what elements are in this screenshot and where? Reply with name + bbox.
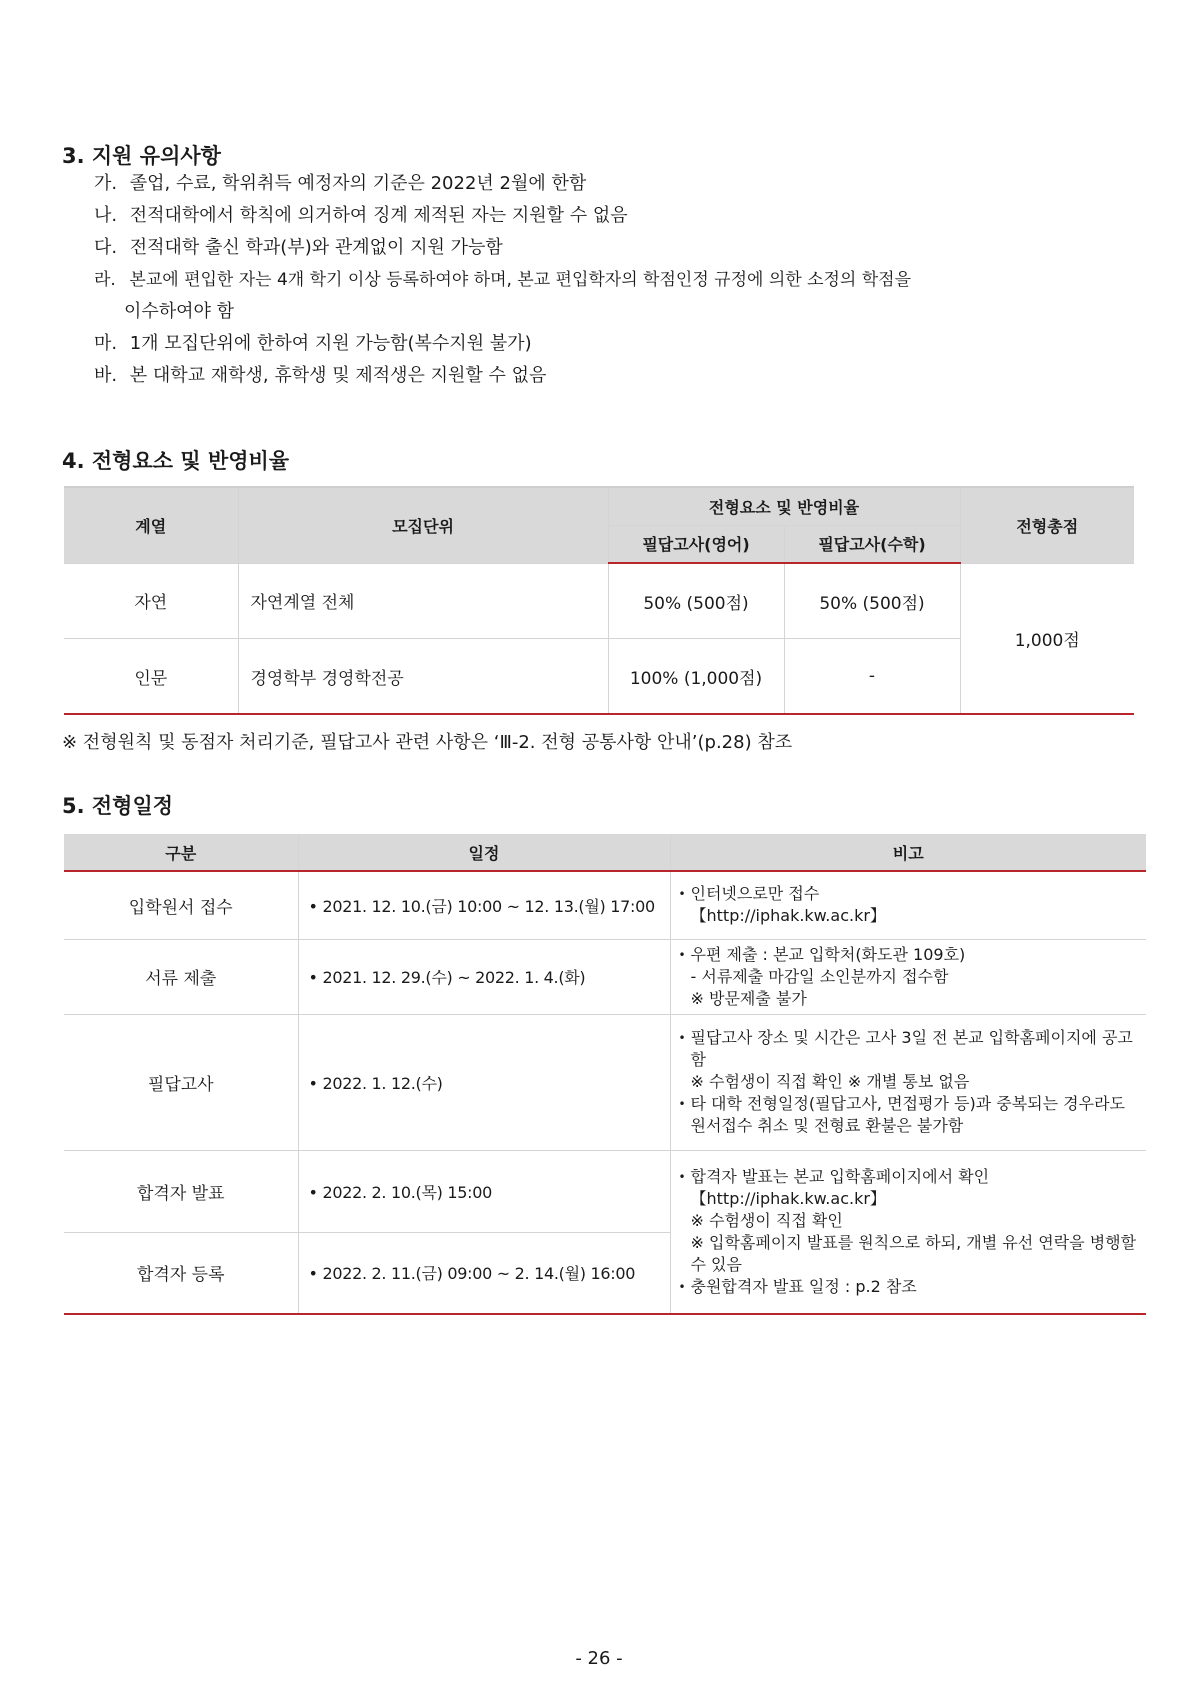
cell-math: - xyxy=(784,639,960,715)
cell-schedule xyxy=(298,1232,670,1314)
item-text: 본 대학교 재학생, 휴학생 및 제적생은 지원할 수 없음 xyxy=(129,365,547,386)
header-english: 필답고사(영어) xyxy=(608,525,784,563)
remark-line: ※ 수험생이 직접 확인 ※ 개별 통보 없음 xyxy=(690,1072,970,1091)
section-5-title: 5. 전형일정 xyxy=(62,794,174,818)
table-row xyxy=(64,1150,1146,1232)
item-label: 다. xyxy=(94,237,118,258)
header-schedule: 일정 xyxy=(298,834,670,871)
table-row xyxy=(64,871,1146,939)
section-3-item-ra-continued xyxy=(94,296,1184,328)
item-text: 1개 모집단위에 한하여 지원 가능함(복수지원 불가) xyxy=(129,333,532,354)
item-text: 졸업, 수료, 학위취득 예정자의 기준은 2022년 2월에 한함 xyxy=(129,173,587,194)
cell-schedule xyxy=(298,871,670,939)
remark-text: 충원합격자 발표 일정 : p.2 참조 xyxy=(690,1276,917,1296)
cell-unit: 자연계열 전체 xyxy=(238,563,608,639)
remark-line: • 충원합격자 발표 일정 : p.2 참조 xyxy=(678,1276,917,1296)
cell-category: 입학원서 접수 xyxy=(64,871,298,939)
item-label: 가. xyxy=(94,173,118,194)
cell-total: 1,000점 xyxy=(960,563,1134,714)
cell-remarks xyxy=(670,1014,1146,1150)
remark-line: 【http://iphak.kw.ac.kr】 xyxy=(690,906,886,926)
item-label: 라. xyxy=(94,270,116,290)
item-text: 전적대학에서 학칙에 의거하여 징계 제적된 자는 지원할 수 없음 xyxy=(129,205,628,226)
remark-line: 【http://iphak.kw.ac.kr】 xyxy=(690,1188,886,1208)
bullet: • xyxy=(308,1182,323,1202)
bullet: • xyxy=(308,968,323,987)
bullet: • xyxy=(308,896,323,916)
remark-text: 타 대학 전형일정(필답고사, 면접평가 등)과 중복되는 경우라도 원서접수 취소 및 전형료 환불은 불가함 xyxy=(690,1094,1125,1135)
schedule-text: 2021. 12. 10.(금) 10:00 ~ 12. 13.(월) 17:00 xyxy=(322,896,655,916)
schedule-text: 2022. 2. 11.(금) 09:00 ~ 2. 14.(월) 16:00 xyxy=(322,1264,636,1284)
section-3-item-ga xyxy=(94,168,1154,200)
section-3-item-da xyxy=(94,232,1154,264)
remark-line: - 서류제출 마감일 소인분까지 접수함 xyxy=(690,966,949,986)
item-label: 나. xyxy=(94,205,118,226)
section-3-item-ra xyxy=(94,264,1154,296)
cell-schedule xyxy=(298,939,670,1014)
remark-line: • 인터넷으로만 접수 xyxy=(678,884,820,904)
section-3-item-na xyxy=(94,200,1154,232)
remark-line: ※ 방문제출 불가 xyxy=(690,988,807,1008)
section-4-title: 4. 전형요소 및 반영비율 xyxy=(62,449,290,473)
remark-text: 합격자 발표는 본교 입학홈페이지에서 확인 xyxy=(690,1166,990,1186)
header-unit: 모집단위 xyxy=(238,487,608,563)
cell-math: 50% (500점) xyxy=(784,563,960,639)
cell-english: 50% (500점) xyxy=(608,563,784,639)
section-4-note: ※ 전형원칙 및 동점자 처리기준, 필답고사 관련 사항은 ‘Ⅲ-2. 전형 공통사항 안내’(p.28) 참조 xyxy=(62,732,793,753)
item-text-continued: 이수하여야 함 xyxy=(124,301,235,322)
cell-unit: 경영학부 경영학전공 xyxy=(238,639,608,715)
remark-line: • 합격자 발표는 본교 입학홈페이지에서 확인 xyxy=(678,1166,990,1186)
cell-remarks xyxy=(670,939,1146,1014)
cell-group: 자연 xyxy=(64,563,238,639)
section-3-item-ba xyxy=(94,360,1154,392)
cell-remarks-merged xyxy=(670,1150,1146,1314)
cell-category: 서류 제출 xyxy=(64,939,298,1014)
header-math: 필답고사(수학) xyxy=(784,525,960,563)
cell-remarks xyxy=(670,871,1146,939)
item-text: 전적대학 출신 학과(부)와 관계없이 지원 가능함 xyxy=(129,237,503,258)
remark-line: • 필답고사 장소 및 시간은 고사 3일 전 본교 입학홈페이지에 공고함 xyxy=(679,1027,1141,1071)
cell-schedule xyxy=(298,1014,670,1150)
bullet: • xyxy=(308,1264,323,1284)
remark-line: • 타 대학 전형일정(필답고사, 면접평가 등)과 중복되는 경우라도 원서접수 취소 및 전형료 환불은 불가함 xyxy=(679,1093,1141,1137)
remark-line: ※ 수험생이 직접 확인 xyxy=(690,1210,843,1230)
cell-category: 합격자 발표 xyxy=(64,1150,298,1232)
remark-text: 인터넷으로만 접수 xyxy=(690,884,820,904)
table-row xyxy=(64,1014,1146,1150)
header-total: 전형총점 xyxy=(960,487,1134,563)
section-3-title: 3. 지원 유의사항 xyxy=(62,144,221,168)
table-row xyxy=(64,563,1134,639)
section-3-item-ma xyxy=(94,328,1154,360)
header-group: 계열 xyxy=(64,487,238,563)
item-label: 바. xyxy=(94,365,118,386)
remark-text: 필답고사 장소 및 시간은 고사 3일 전 본교 입학홈페이지에 공고함 xyxy=(690,1028,1133,1069)
selection-ratio-table xyxy=(64,486,1134,715)
item-text: 본교에 편입한 자는 4개 학기 이상 등록하여야 하며, 본교 편입학자의 학점인정 규정에 의한 소정의 학점을 xyxy=(129,270,912,290)
header-elements: 전형요소 및 반영비율 xyxy=(608,487,960,525)
schedule-text: 2022. 2. 10.(목) 15:00 xyxy=(322,1182,492,1202)
header-category: 구분 xyxy=(64,834,298,871)
item-label: 마. xyxy=(94,333,118,354)
cell-schedule xyxy=(298,1150,670,1232)
cell-english: 100% (1,000점) xyxy=(608,639,784,715)
cell-group: 인문 xyxy=(64,639,238,715)
cell-category: 합격자 등록 xyxy=(64,1232,298,1314)
remark-text: 우편 제출 : 본교 입학처(화도관 109호) xyxy=(690,944,966,964)
schedule-text: 2021. 12. 29.(수) ~ 2022. 1. 4.(화) xyxy=(322,968,586,987)
page-number: - 26 - xyxy=(575,1648,623,1669)
bullet: • xyxy=(308,1073,323,1093)
schedule-table xyxy=(64,834,1146,1315)
header-remarks: 비고 xyxy=(670,834,1146,871)
remark-line: ※ 입학홈페이지 발표를 원칙으로 하되, 개별 유선 연락을 병행할 수 있음 xyxy=(690,1232,1137,1274)
table-row xyxy=(64,939,1146,1014)
schedule-text: 2022. 1. 12.(수) xyxy=(322,1073,443,1093)
cell-category: 필답고사 xyxy=(64,1014,298,1150)
remark-line: • 우편 제출 : 본교 입학처(화도관 109호) xyxy=(678,944,966,964)
